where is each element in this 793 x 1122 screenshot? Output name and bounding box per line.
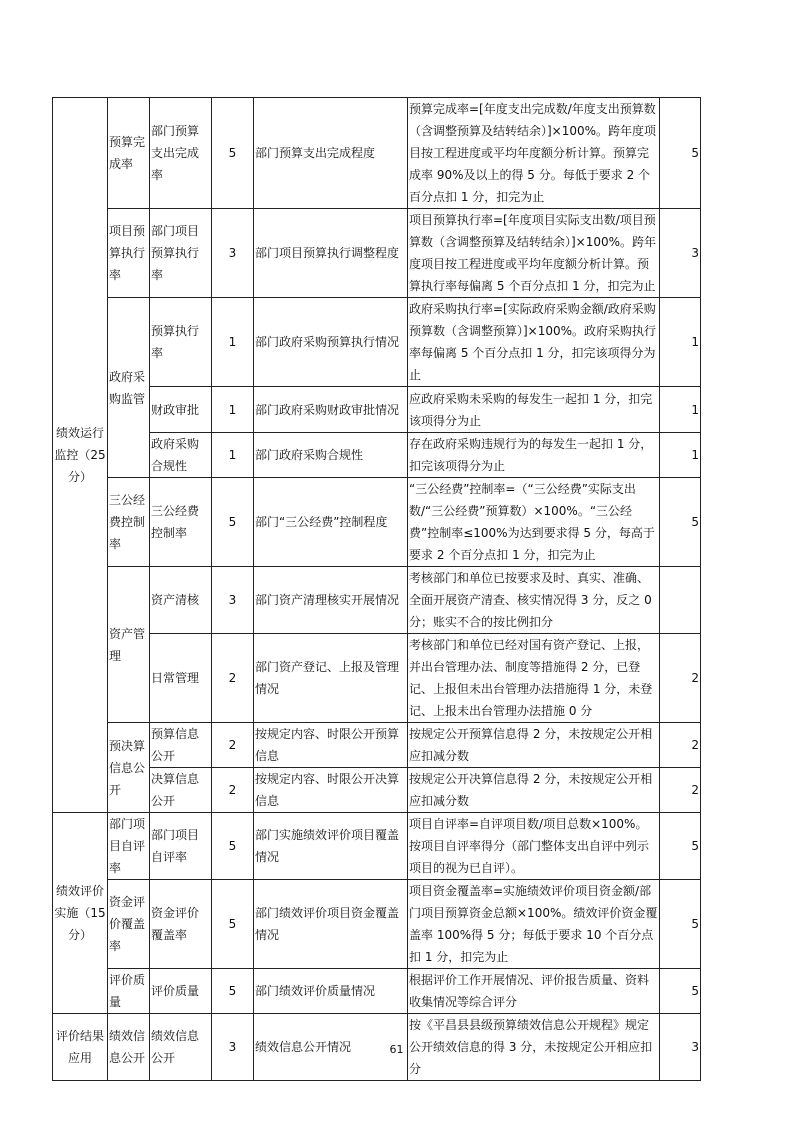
cell-weight: 5 xyxy=(212,98,254,209)
cell-scoring-standard: 考核部门和单位已经对国有资产登记、上报，并出台管理办法、制度等措施得 2 分，已登记、上报但未出台管理办法措施得 1 分，未登记、上报未出台管理办法措施 0 分 xyxy=(408,634,660,723)
cell-indicator-meaning: 部门政府采购预算执行情况 xyxy=(254,298,408,387)
cell-score: 5 xyxy=(660,813,701,880)
table-row xyxy=(53,98,701,209)
table-row xyxy=(53,880,701,969)
cell-score: 5 xyxy=(660,969,701,1014)
cell-scoring-standard: 按规定公开预算信息得 2 分，未按规定公开相应扣减分数 xyxy=(408,723,660,768)
cell-indicator-meaning: 按规定内容、时限公开预算信息 xyxy=(254,723,408,768)
group-label-disclosure: 预决算信息公开 xyxy=(108,723,150,813)
cell-indicator-meaning: 部门资产登记、上报及管理情况 xyxy=(254,634,408,723)
group-label-gov-procurement: 政府采购监管 xyxy=(108,298,150,478)
cell-weight: 2 xyxy=(212,768,254,813)
cell-score: 1 xyxy=(660,387,701,433)
cell-tertiary-indicator: 财政审批 xyxy=(150,387,212,433)
cell-indicator-meaning: 部门绩效评价项目资金覆盖情况 xyxy=(254,880,408,969)
cell-scoring-standard: “三公经费”控制率=（“三公经费”实际支出数/“三公经费”预算数）×100%。“三公经费”控制率≤100%为达到要求得 5 分，每高于要求 2 个百分点扣 1 分，扣完为止 xyxy=(408,478,660,567)
cell-tertiary-indicator: 评价质量 xyxy=(150,969,212,1014)
table-row xyxy=(53,813,701,880)
table-row xyxy=(53,298,701,387)
cell-scoring-standard: 存在政府采购违规行为的每发生一起扣 1 分，扣完该项得分为止 xyxy=(408,433,660,478)
table-row xyxy=(53,723,701,768)
cell-weight: 5 xyxy=(212,813,254,880)
cell-scoring-standard: 按《平昌县县级预算绩效信息公开规程》规定公开绩效信息的得 3 分，未按规定公开相应扣分 xyxy=(408,1014,660,1081)
table-row xyxy=(53,433,701,478)
cell-tertiary-indicator: 决算信息公开 xyxy=(150,768,212,813)
cell-scoring-standard: 政府采购执行率=[实际政府采购金额/政府采购预算数（含调整预算）]×100%。政府采购执行率每偏离 5 个百分点扣 1 分，扣完该项得分为止 xyxy=(408,298,660,387)
cell-score: 2 xyxy=(660,723,701,768)
cell-scoring-standard: 根据评价工作开展情况、评价报告质量、资料收集情况等综合评分 xyxy=(408,969,660,1014)
table-row xyxy=(53,387,701,433)
cell-secondary-indicator: 资金评价覆盖率 xyxy=(108,880,150,969)
cell-indicator-meaning: 按规定内容、时限公开决算信息 xyxy=(254,768,408,813)
cell-tertiary-indicator: 资产清核 xyxy=(150,567,212,634)
cell-secondary-indicator: 预算完成率 xyxy=(108,98,150,209)
table-row xyxy=(53,634,701,723)
cell-tertiary-indicator: 日常管理 xyxy=(150,634,212,723)
cell-indicator-meaning: 部门绩效评价质量情况 xyxy=(254,969,408,1014)
cell-secondary-indicator: 部门项目自评率 xyxy=(108,813,150,880)
table-row xyxy=(53,209,701,298)
cell-secondary-indicator: 评价质量 xyxy=(108,969,150,1014)
group-label-monitor: 绩效运行监控（25 分） xyxy=(53,98,108,813)
cell-secondary-indicator: 项目预算执行率 xyxy=(108,209,150,298)
cell-tertiary-indicator: 部门项目自评率 xyxy=(150,813,212,880)
cell-indicator-meaning: 部门实施绩效评价项目覆盖情况 xyxy=(254,813,408,880)
cell-score: 2 xyxy=(660,768,701,813)
cell-weight: 1 xyxy=(212,387,254,433)
cell-weight: 3 xyxy=(212,1014,254,1081)
cell-tertiary-indicator: 绩效信息公开 xyxy=(150,1014,212,1081)
cell-weight: 1 xyxy=(212,298,254,387)
cell-scoring-standard: 项目自评率=自评项目数/项目总数×100%。按项目自评率得分（部门整体支出自评中列示项目的视为已自评）。 xyxy=(408,813,660,880)
cell-scoring-standard: 项目预算执行率=[年度项目实际支出数/项目预算数（含调整预算及结转结余）]×100%。跨年度项目按工程进度或平均年度额分析计算。预算执行率每偏离 5 个百分点扣 1 分，扣完为止 xyxy=(408,209,660,298)
cell-scoring-standard: 应政府采购未采购的每发生一起扣 1 分，扣完该项得分为止 xyxy=(408,387,660,433)
cell-score xyxy=(660,567,701,634)
cell-weight: 3 xyxy=(212,209,254,298)
cell-indicator-meaning: 绩效信息公开情况 xyxy=(254,1014,408,1081)
cell-score: 5 xyxy=(660,478,701,567)
cell-score: 1 xyxy=(660,298,701,387)
cell-tertiary-indicator: 部门项目预算执行率 xyxy=(150,209,212,298)
cell-indicator-meaning: 部门政府采购合规性 xyxy=(254,433,408,478)
cell-score: 5 xyxy=(660,880,701,969)
cell-weight: 2 xyxy=(212,634,254,723)
performance-indicator-table xyxy=(52,97,701,1081)
cell-weight: 5 xyxy=(212,969,254,1014)
cell-score: 1 xyxy=(660,433,701,478)
cell-tertiary-indicator: 三公经费控制率 xyxy=(150,478,212,567)
cell-indicator-meaning: 部门预算支出完成程度 xyxy=(254,98,408,209)
cell-indicator-meaning: 部门政府采购财政审批情况 xyxy=(254,387,408,433)
cell-scoring-standard: 考核部门和单位已按要求及时、真实、准确、全面开展资产清查、核实情况得 3 分，反之 0 分；账实不合的按比例扣分 xyxy=(408,567,660,634)
cell-tertiary-indicator: 政府采购合规性 xyxy=(150,433,212,478)
page-number: 61 xyxy=(389,1043,404,1056)
cell-tertiary-indicator: 资金评价覆盖率 xyxy=(150,880,212,969)
cell-secondary-indicator: 绩效信息公开 xyxy=(108,1014,150,1081)
cell-score: 3 xyxy=(660,1014,701,1081)
group-label-evaluation: 绩效评价实施（15 分） xyxy=(53,813,108,1014)
cell-indicator-meaning: 部门项目预算执行调整程度 xyxy=(254,209,408,298)
group-label-application: 评价结果应用 xyxy=(53,1014,108,1081)
cell-indicator-meaning: 部门“三公经费”控制程度 xyxy=(254,478,408,567)
cell-weight: 1 xyxy=(212,433,254,478)
cell-tertiary-indicator: 预算信息公开 xyxy=(150,723,212,768)
cell-weight: 3 xyxy=(212,567,254,634)
cell-weight: 5 xyxy=(212,880,254,969)
cell-score: 2 xyxy=(660,634,701,723)
cell-score: 5 xyxy=(660,98,701,209)
table-row xyxy=(53,567,701,634)
group-label-asset-management: 资产管理 xyxy=(108,567,150,723)
cell-scoring-standard: 项目资金覆盖率=实施绩效评价项目资金额/部门项目预算资金总额×100%。绩效评价资金覆盖率 100%得 5 分；每低于要求 10 个百分点扣 1 分，扣完为止 xyxy=(408,880,660,969)
cell-secondary-indicator: 三公经费控制率 xyxy=(108,478,150,567)
cell-tertiary-indicator: 部门预算支出完成率 xyxy=(150,98,212,209)
cell-scoring-standard: 按规定公开决算信息得 2 分，未按规定公开相应扣减分数 xyxy=(408,768,660,813)
cell-weight: 5 xyxy=(212,478,254,567)
cell-indicator-meaning: 部门资产清理核实开展情况 xyxy=(254,567,408,634)
cell-scoring-standard: 预算完成率=[年度支出完成数/年度支出预算数（含调整预算及结转结余）]×100%。跨年度项目按工程进度或平均年度额分析计算。预算完成率 90%及以上的得 5 分。每低于要求 2 个百分点扣 1 分，扣完为止 xyxy=(408,98,660,209)
table-row xyxy=(53,768,701,813)
cell-score: 3 xyxy=(660,209,701,298)
table-row xyxy=(53,969,701,1014)
cell-weight: 2 xyxy=(212,723,254,768)
cell-tertiary-indicator: 预算执行率 xyxy=(150,298,212,387)
table-row xyxy=(53,478,701,567)
